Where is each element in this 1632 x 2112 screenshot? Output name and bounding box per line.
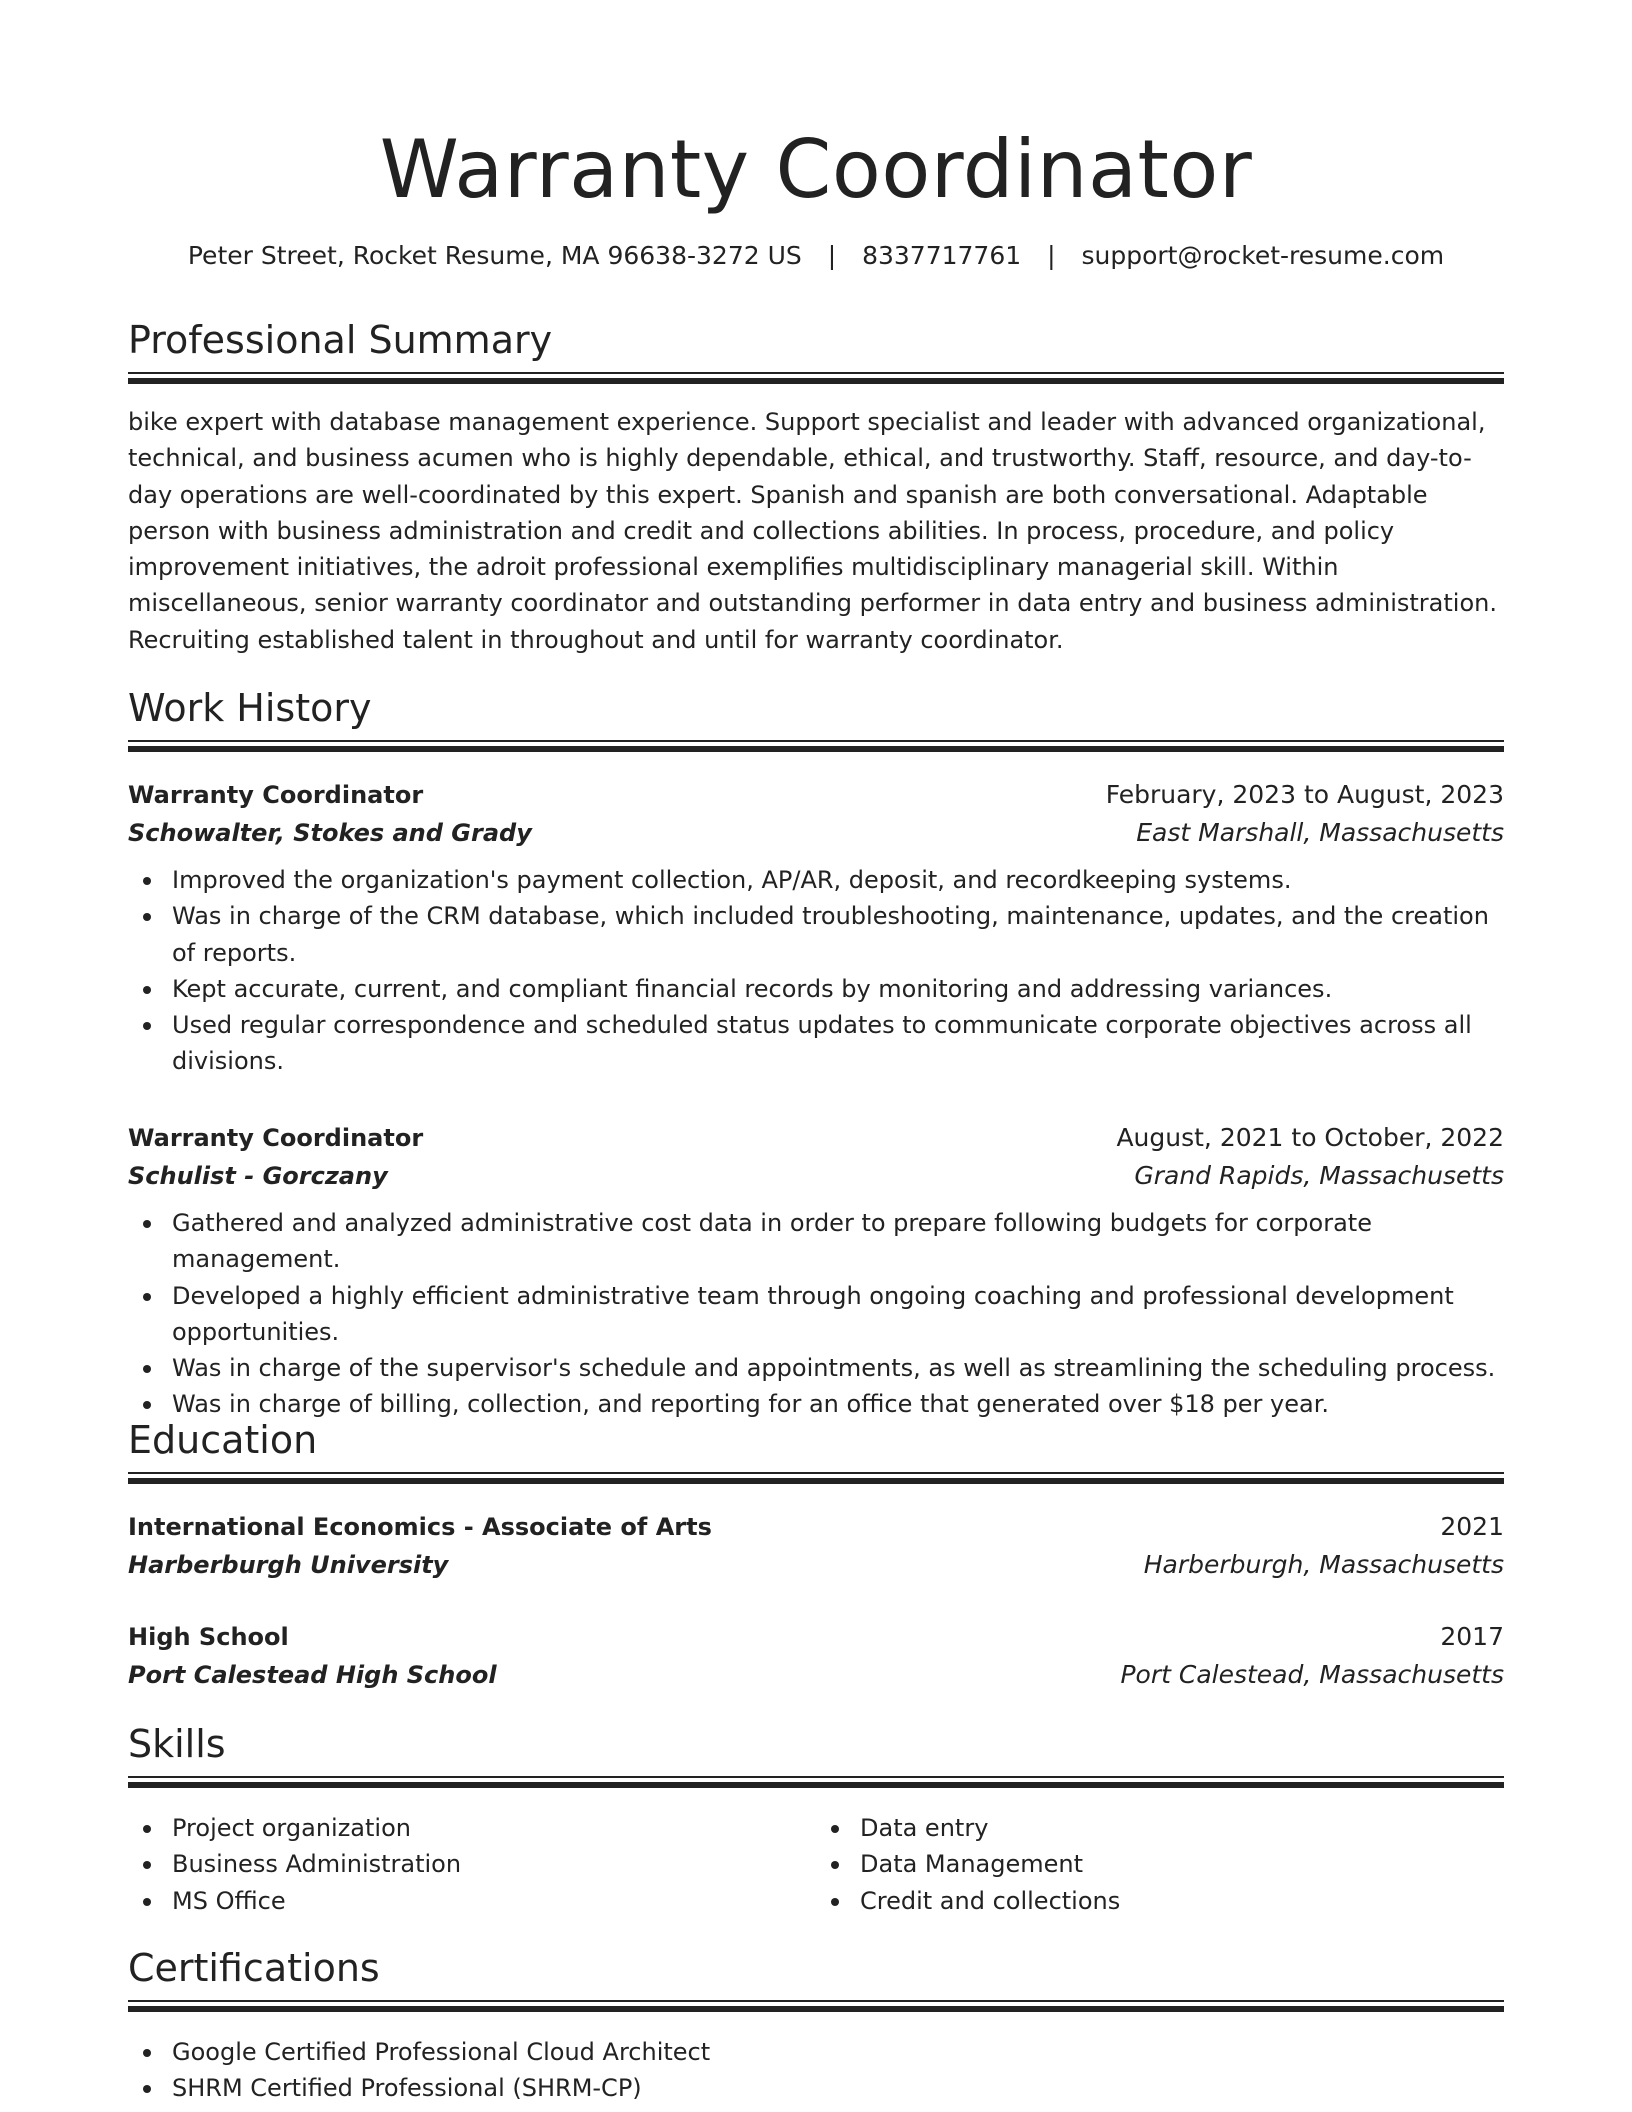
contact-address: Peter Street, Rocket Resume, MA 96638-3272 US — [187, 241, 802, 270]
skill-item: Credit and collections — [860, 1883, 1504, 1919]
section-divider-thick — [128, 378, 1504, 384]
job-title: Warranty Coordinator — [128, 781, 424, 809]
skill-item: Business Administration — [172, 1846, 816, 1882]
job-bullet: Was in charge of the CRM database, which included troubleshooting, maintenance, updates, and the creation of reports. — [172, 898, 1504, 971]
education-year: 2017 — [1440, 1622, 1504, 1651]
degree-name: International Economics - Associate of Arts — [128, 1513, 712, 1541]
job-bullet: Developed a highly efficient administrative team through ongoing coaching and professional development opportunities. — [172, 1278, 1504, 1351]
job-location: Grand Rapids, Massachusetts — [1134, 1161, 1504, 1190]
company-name: Schowalter, Stokes and Grady — [128, 819, 532, 847]
section-certifications-header — [128, 1944, 1504, 2012]
resume-title: Warranty Coordinator — [379, 123, 1253, 216]
section-divider-thin — [128, 1776, 1504, 1778]
contact-email: support@rocket-resume.com — [1081, 241, 1445, 270]
degree-name: High School — [128, 1623, 289, 1651]
section-divider-thick — [128, 1782, 1504, 1788]
job-bullet: Gathered and analyzed administrative cost data in order to prepare following budgets for corporate management. — [172, 1205, 1504, 1278]
certification-item: SHRM Certified Professional (SHRM-CP) — [172, 2070, 1504, 2106]
section-title: Work History — [128, 686, 372, 730]
contact-phone: 8337717761 — [862, 241, 1022, 270]
school-location: Harberburgh, Massachusetts — [1143, 1550, 1504, 1579]
section-title: Certifications — [128, 1946, 380, 1990]
section-divider-thin — [128, 740, 1504, 742]
section-skills-header — [128, 1720, 1504, 1788]
section-title: Skills — [128, 1722, 226, 1766]
work-entry — [128, 1119, 1504, 1423]
skills-list-right — [816, 1810, 1504, 1919]
job-dates: August, 2021 to October, 2022 — [1116, 1123, 1504, 1152]
section-education-header — [128, 1416, 1504, 1484]
work-entry — [128, 776, 1504, 1080]
section-divider-thin — [128, 2000, 1504, 2002]
contact-line — [128, 238, 1504, 274]
job-bullets — [128, 1205, 1504, 1423]
education-year: 2021 — [1440, 1512, 1504, 1541]
job-dates: February, 2023 to August, 2023 — [1105, 780, 1504, 809]
skill-item: Project organization — [172, 1810, 816, 1846]
contact-separator: | — [827, 241, 837, 270]
contact-separator: | — [1047, 241, 1056, 270]
certifications-list — [128, 2034, 1504, 2107]
section-title: Education — [128, 1418, 318, 1462]
section-divider-thick — [128, 2006, 1504, 2012]
job-location: East Marshall, Massachusetts — [1136, 818, 1504, 847]
section-divider-thin — [128, 372, 1504, 374]
skill-item: MS Office — [172, 1883, 816, 1919]
section-title: Professional Summary — [128, 318, 553, 362]
job-title: Warranty Coordinator — [128, 1124, 424, 1152]
company-name: Schulist - Gorczany — [128, 1162, 388, 1190]
certification-item: Google Certified Professional Cloud Architect — [172, 2034, 1504, 2070]
job-bullet: Was in charge of billing, collection, and reporting for an office that generated over $18 per year. — [172, 1386, 1504, 1422]
job-bullet: Was in charge of the supervisor's schedule and appointments, as well as streamlining the scheduling process. — [172, 1350, 1504, 1386]
school-location: Port Calestead, Massachusetts — [1120, 1660, 1504, 1689]
section-divider-thick — [128, 746, 1504, 752]
education-entry — [128, 1508, 1504, 1584]
job-bullets — [128, 862, 1504, 1080]
certifications-block — [128, 2034, 1504, 2107]
section-work-header — [128, 684, 1504, 752]
school-name: Port Calestead High School — [128, 1661, 497, 1689]
section-divider-thin — [128, 1472, 1504, 1474]
summary-text: bike expert with database management experience. Support specialist and leader with advanced organizational, technical, and business acumen who is highly dependable, ethical, and trustworthy. Staff, resource, and day-to-day operations are well-coordinated by this expert. Spanish and spanish are both conversational. Adaptable person with business administration and credit and collections abilities. In process, procedure, and policy improvement initiatives, the adroit professional exemplifies multidisciplinary managerial skill. Within miscellaneous, senior warranty coordinator and outstanding performer in data entry and business administration. Recruiting established talent in throughout and until for warranty coordinator. — [128, 408, 1497, 654]
skill-item: Data Management — [860, 1846, 1504, 1882]
job-bullet: Improved the organization's payment collection, AP/AR, deposit, and recordkeeping systems. — [172, 862, 1504, 898]
section-summary-header — [128, 316, 1504, 384]
skills-list-left — [128, 1810, 816, 1919]
education-entry — [128, 1618, 1504, 1694]
section-divider-thick — [128, 1478, 1504, 1484]
job-bullet: Kept accurate, current, and compliant financial records by monitoring and addressing variances. — [172, 971, 1504, 1007]
skill-item: Data entry — [860, 1810, 1504, 1846]
job-bullet: Used regular correspondence and scheduled status updates to communicate corporate objectives across all divisions. — [172, 1007, 1504, 1080]
school-name: Harberburgh University — [128, 1551, 449, 1579]
skills-columns — [128, 1810, 1504, 1919]
